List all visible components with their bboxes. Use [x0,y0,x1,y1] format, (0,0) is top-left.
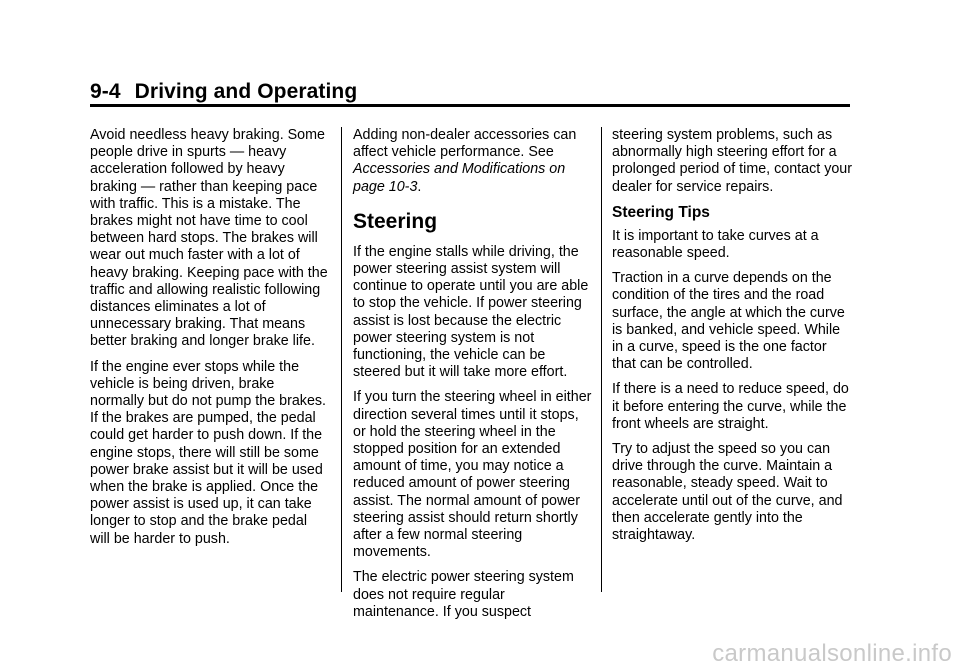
engine-stop-paragraph: If the engine ever stops while the vehicle is being driven, brake normally but do not pump the brakes. If the brakes are pumped, the pedal could get harder to push down. If the engine stops, there will still be some power brake assist but it will be used when the brake is applied. Once the power assist is used up, it can take longer to stop and the brake pedal will be harder to push. [90,358,327,547]
page-header [90,80,850,104]
steering-paragraph-2: If you turn the steering wheel in either direction several times until it stops, or hold the steering wheel in the stopped position for an extended amount of time, you may notice a reduced amount of power steering assist. The normal amount of power steering assist should return shortly after a few normal steering movements. [353,389,592,561]
column-3 [612,127,852,552]
tips-paragraph-2: Traction in a curve depends on the condition of the tires and the road surface, the angle at which the curve is banked, and vehicle speed. While in a curve, speed is the one factor that can be controlled. [612,270,845,373]
column-divider-2 [601,127,602,592]
tips-paragraph-3: If there is a need to reduce speed, do it before entering the curve, while the front wheels are straight. [612,381,849,432]
column-1 [90,127,330,556]
steering-continued-paragraph: steering system problems, such as abnormally high steering effort for a prolonged period of time, contact your dealer for service repairs. [612,127,853,195]
accessories-reference-link[interactable]: Accessories and Modifications on page 10-3 [353,161,566,195]
accessories-paragraph: Adding non-dealer accessories can affect vehicle performance. See Accessories and Modifications on page 10-3. [353,127,577,195]
column-divider-1 [341,127,342,592]
steering-paragraph-3: The electric power steering system does not require regular maintenance. If you suspect [353,569,574,620]
tips-paragraph-4: Try to adjust the speed so you can drive through the curve. Maintain a reasonable, steady speed. Wait to accelerate until out of the curve, and then accelerate gently into the straightaway. [612,441,843,544]
header-rule [90,104,850,107]
steering-heading: Steering [353,209,438,233]
tips-paragraph-1: It is important to take curves at a reasonable speed. [612,227,819,262]
column-2 [353,127,593,629]
steering-paragraph-1: If the engine stalls while driving, the power steering assist system will continue to operate until you are able to stop the vehicle. If power steering assist is lost because the electric power steering system is not functioning, the vehicle can be steered but it will take more effort. [353,243,589,381]
steering-tips-heading: Steering Tips [612,203,710,221]
section-title: Driving and Operating [134,80,358,103]
page-number: 9-4 [90,80,121,103]
watermark: carmanualsonline.info [712,640,952,667]
braking-paragraph: Avoid needless heavy braking. Some people drive in spurts — heavy acceleration followed by heavy braking — rather than keeping pace with traffic. This is a mistake. The brakes might not have time to cool between hard stops. The brakes will wear out much faster with a lot of heavy braking. Keeping pace with the traffic and allowing realistic following distances eliminates a lot of unnecessary braking. That means better braking and longer brake life. [90,127,328,350]
